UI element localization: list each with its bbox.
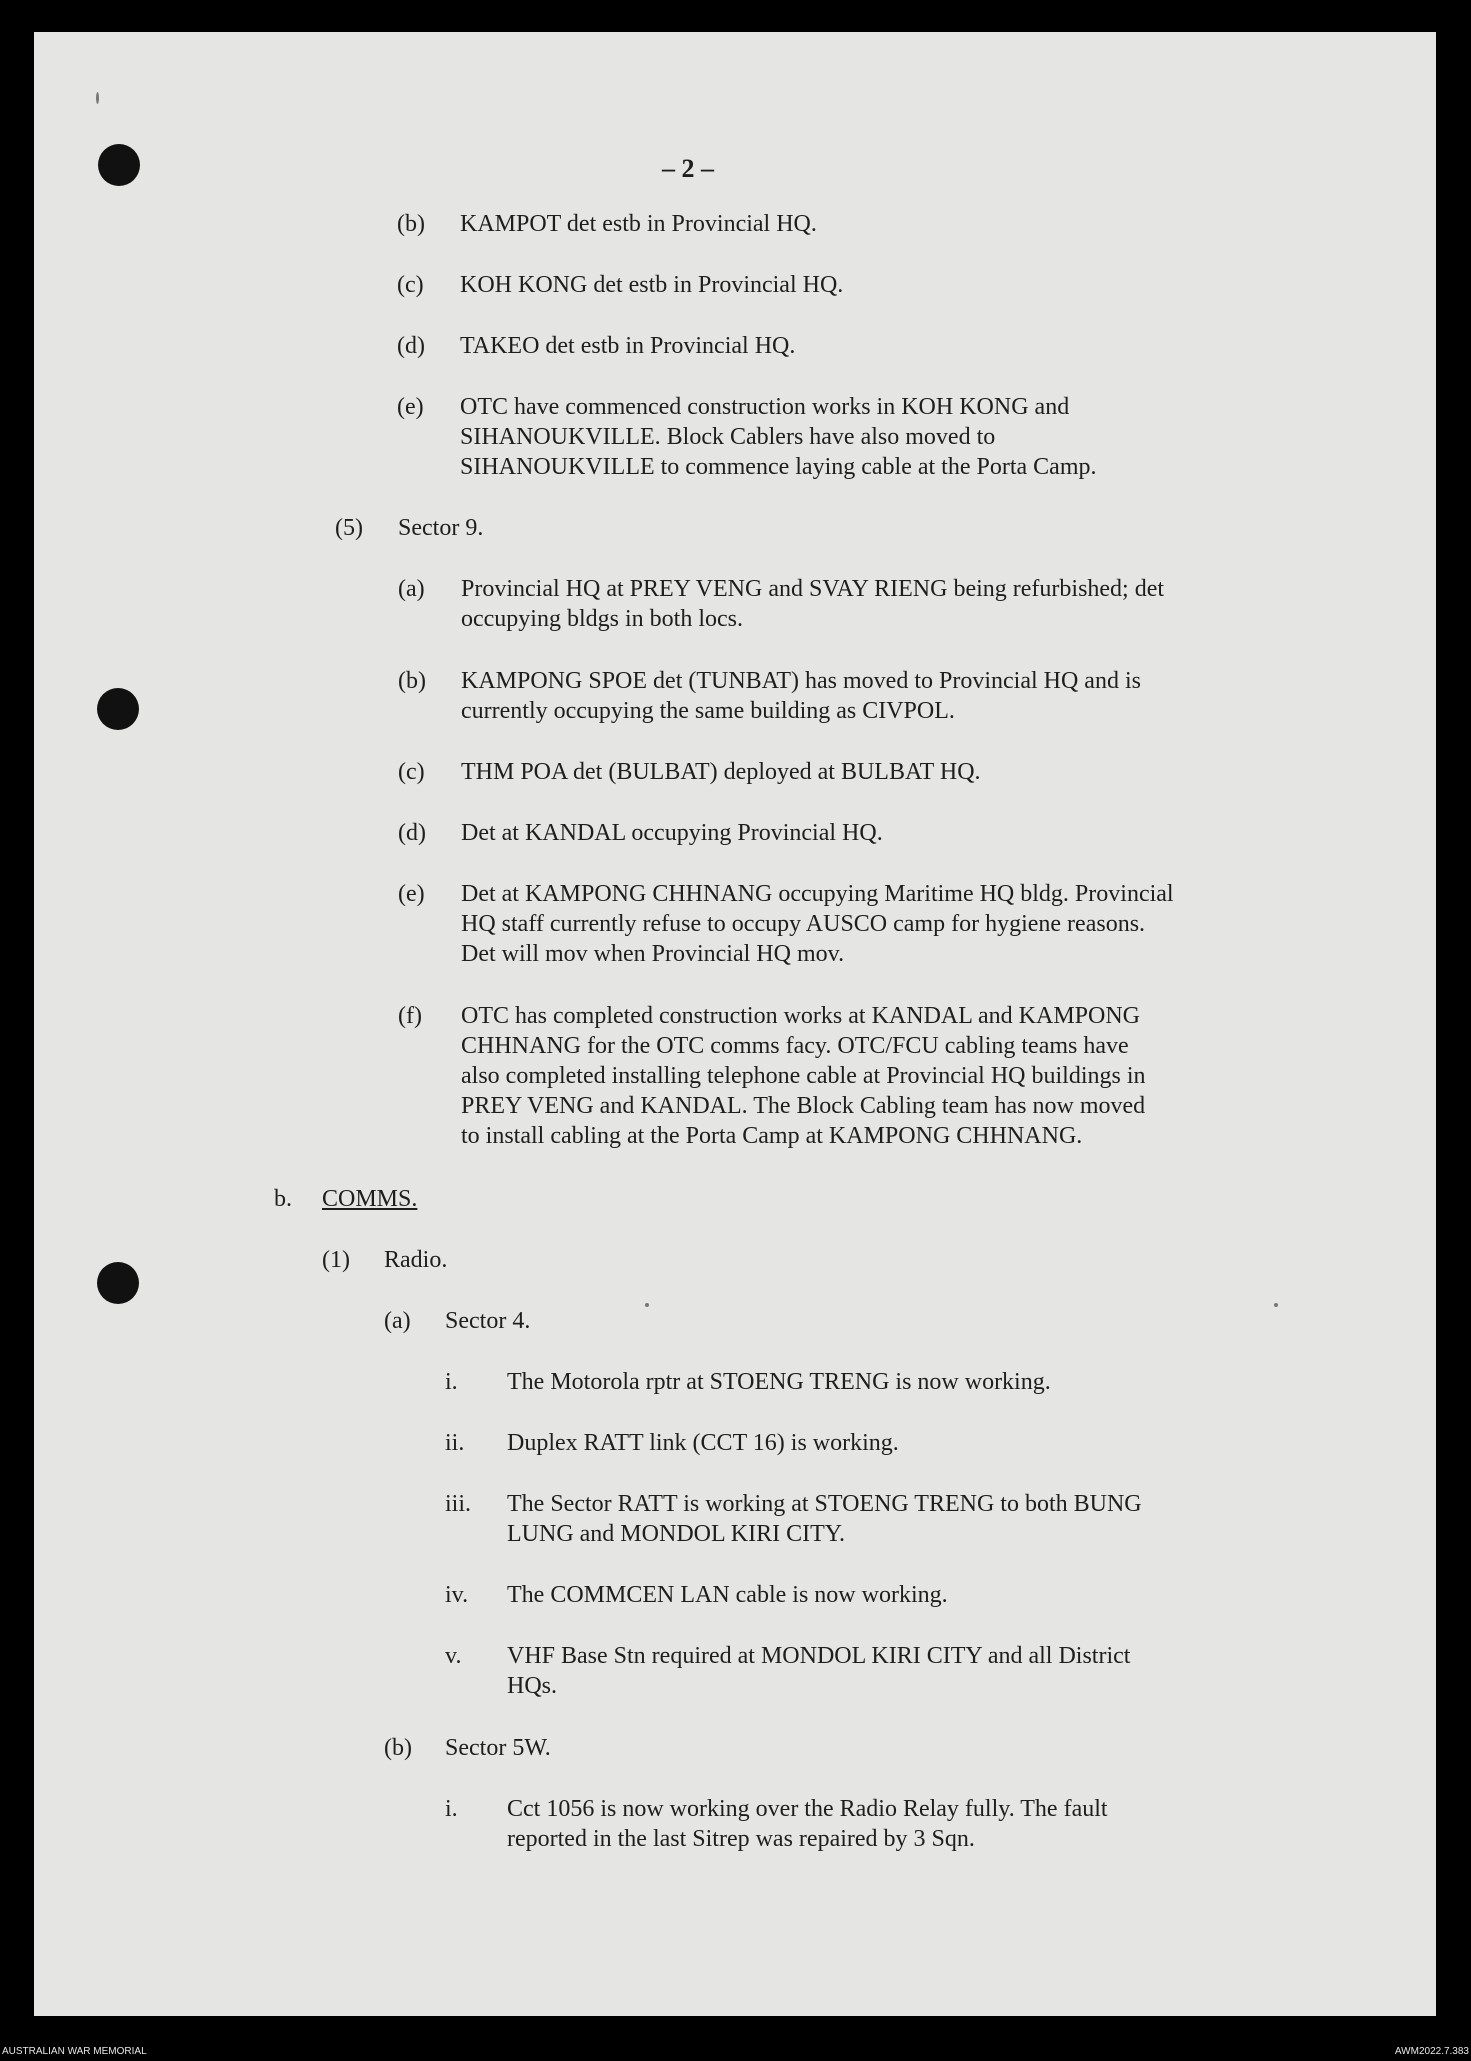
item-label: (a): [398, 576, 425, 602]
item-label: (d): [397, 333, 425, 359]
item-text: currently occupying the same building as CIVPOL.: [461, 698, 955, 724]
item-text: OTC has completed construction works at KANDAL and KAMPONG: [461, 1003, 1141, 1029]
item-label: (e): [397, 394, 424, 420]
item-label: (a): [384, 1308, 411, 1334]
item-text: OTC have commenced construction works in KOH KONG and: [460, 394, 1070, 420]
item-text: KAMPOT det estb in Provincial HQ.: [460, 211, 817, 237]
item-label: (b): [397, 211, 425, 237]
item-label: (5): [335, 515, 363, 541]
item-text: The COMMCEN LAN cable is now working.: [507, 1582, 948, 1608]
item-label: (c): [397, 272, 424, 298]
speck: [96, 92, 99, 104]
item-label: i.: [445, 1796, 458, 1822]
item-text: HQ staff currently refuse to occupy AUSCO camp for hygiene reasons.: [461, 911, 1146, 937]
item-text: Det at KANDAL occupying Provincial HQ.: [461, 820, 883, 846]
item-text: also completed installing telephone cable at Provincial HQ buildings in: [461, 1063, 1146, 1089]
item-text: The Motorola rptr at STOENG TRENG is now working.: [507, 1369, 1051, 1395]
footer-right: AWM2022.7.383: [1394, 2046, 1469, 2057]
item-label: ii.: [445, 1430, 465, 1456]
speck: [645, 1303, 649, 1307]
item-text: SIHANOUKVILLE. Block Cablers have also moved to: [460, 424, 996, 450]
item-text: THM POA det (BULBAT) deployed at BULBAT HQ.: [461, 759, 981, 785]
item-text: TAKEO det estb in Provincial HQ.: [460, 333, 796, 359]
item-text: reported in the last Sitrep was repaired by 3 Sqn.: [507, 1826, 975, 1852]
item-text: The Sector RATT is working at STOENG TRENG to both BUNG: [507, 1491, 1142, 1517]
item-text: Sector 9.: [398, 515, 484, 541]
item-text: Sector 4.: [445, 1308, 531, 1334]
item-text: Det at KAMPONG CHHNANG occupying Maritime HQ bldg. Provincial: [461, 881, 1174, 907]
item-text: Det will mov when Provincial HQ mov.: [461, 941, 845, 967]
item-text: Provincial HQ at PREY VENG and SVAY RIENG being refurbished; det: [461, 576, 1165, 602]
punch-hole-top: [98, 144, 140, 186]
item-text: CHHNANG for the OTC comms facy. OTC/FCU cabling teams have: [461, 1033, 1129, 1059]
punch-hole-bottom: [97, 1262, 139, 1304]
document-page: [34, 32, 1436, 2016]
item-label: (b): [384, 1735, 412, 1761]
item-text: KAMPONG SPOE det (TUNBAT) has moved to Provincial HQ and is: [461, 668, 1141, 694]
item-label: iii.: [445, 1491, 472, 1517]
item-text: VHF Base Stn required at MONDOL KIRI CITY and all District: [507, 1643, 1131, 1669]
item-text: KOH KONG det estb in Provincial HQ.: [460, 272, 844, 298]
item-label: (e): [398, 881, 425, 907]
item-text: Duplex RATT link (CCT 16) is working.: [507, 1430, 899, 1456]
item-label: i.: [445, 1369, 458, 1395]
section-label: b.: [274, 1186, 292, 1212]
footer-left: AUSTRALIAN WAR MEMORIAL: [2, 2046, 147, 2057]
item-text: occupying bldgs in both locs.: [461, 606, 743, 632]
item-text: Radio.: [384, 1247, 448, 1273]
punch-hole-middle: [97, 688, 139, 730]
item-label: (b): [398, 668, 426, 694]
item-text: SIHANOUKVILLE to commence laying cable at the Porta Camp.: [460, 454, 1097, 480]
item-label: (f): [398, 1003, 422, 1029]
page-number: – 2 –: [662, 154, 714, 183]
item-label: (1): [322, 1247, 350, 1273]
item-text: Sector 5W.: [445, 1735, 551, 1761]
item-text: to install cabling at the Porta Camp at KAMPONG CHHNANG.: [461, 1123, 1083, 1149]
item-text: LUNG and MONDOL KIRI CITY.: [507, 1521, 845, 1547]
item-text: PREY VENG and KANDAL. The Block Cabling team has now moved: [461, 1093, 1146, 1119]
item-label: (c): [398, 759, 425, 785]
section-heading: COMMS.: [322, 1186, 418, 1212]
item-label: (d): [398, 820, 426, 846]
speck: [1274, 1303, 1278, 1307]
item-label: iv.: [445, 1582, 469, 1608]
item-label: v.: [445, 1643, 462, 1669]
item-text: HQs.: [507, 1673, 558, 1699]
item-text: Cct 1056 is now working over the Radio Relay fully. The fault: [507, 1796, 1108, 1822]
